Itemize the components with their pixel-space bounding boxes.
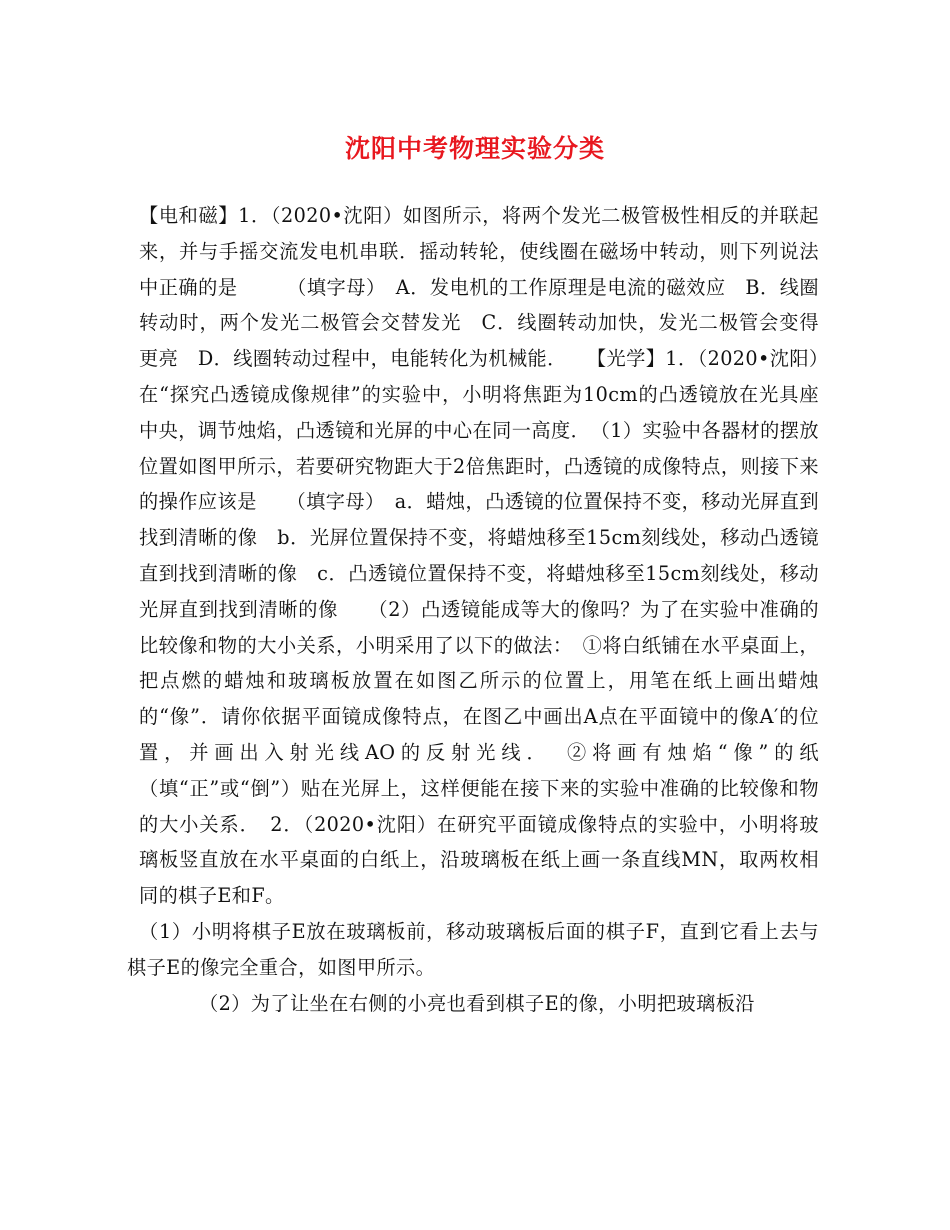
document-body [127,198,878,1021]
paragraph-1: 【电和磁】1．（2020•沈阳）如图所示，将两个发光二极管极性相反的并联起来，并与手摇交流发电机串联．摇动转轮，使线圈在磁场中转动，则下列说法中正确的是 （填字母） A．发电机的工作原理是电流的磁效应 B．线圈转动时，两个发光二极管会交替发光 C．线圈转动加快，发光二极管会变得更亮 D．线圈转动过程中，电能转化为机械能． 【光学】1．（2020•沈阳）在“探究凸透镜成像规律”的实验中，小明将焦距为10cm的凸透镜放在光具座中央，调节烛焰，凸透镜和光屏的中心在同一高度． （1）实验中各器材的摆放位置如图甲所示，若要研究物距大于2倍焦距时，凸透镜的成像特点，则接下来的操作应该是 （填字母） a．蜡烛，凸透镜的位置保持不变，移动光屏直到找到清晰的像 b．光屏位置保持不变，将蜡烛移至15cm刻线处，移动凸透镜直到找到清晰的像 c．凸透镜位置保持不变，将蜡烛移至15cm刻线处，移动光屏直到找到清晰的像 （2）凸透镜能成等大的像吗？为了在实验中准确的比较像和物的大小关系，小明采用了以下的做法： ①将白纸铺在水平桌面上，把点燃的蜡烛和玻璃板放置在如图乙所示的位置上，用笔在纸上画出蜡烛的“像”．请你依据平面镜成像特点，在图乙中画出A点在平面镜中的像A′的位置，并画出入射光线AO的反射光线． ②将画有烛焰“像”的纸 （填“正”或“倒”）贴在光屏上，这样便能在接下来的实验中准确的比较像和物的大小关系． 2．（2020•沈阳）在研究平面镜成像特点的实验中，小明将玻璃板竖直放在水平桌面的白纸上，沿玻璃板在纸上画一条直线MN，取两枚相同的棋子E和F。 [139,204,878,908]
paragraph-3: （2）为了让坐在右侧的小亮也看到棋子E的像，小明把玻璃板沿 [199,991,755,1015]
paragraph-2: （1）小明将棋子E放在玻璃板前，移动玻璃板后面的棋子F，直到它看上去与棋子E的像完全重合，如图甲所示。 [127,919,819,979]
document-title: 沈阳中考物理实验分类 [344,134,605,163]
